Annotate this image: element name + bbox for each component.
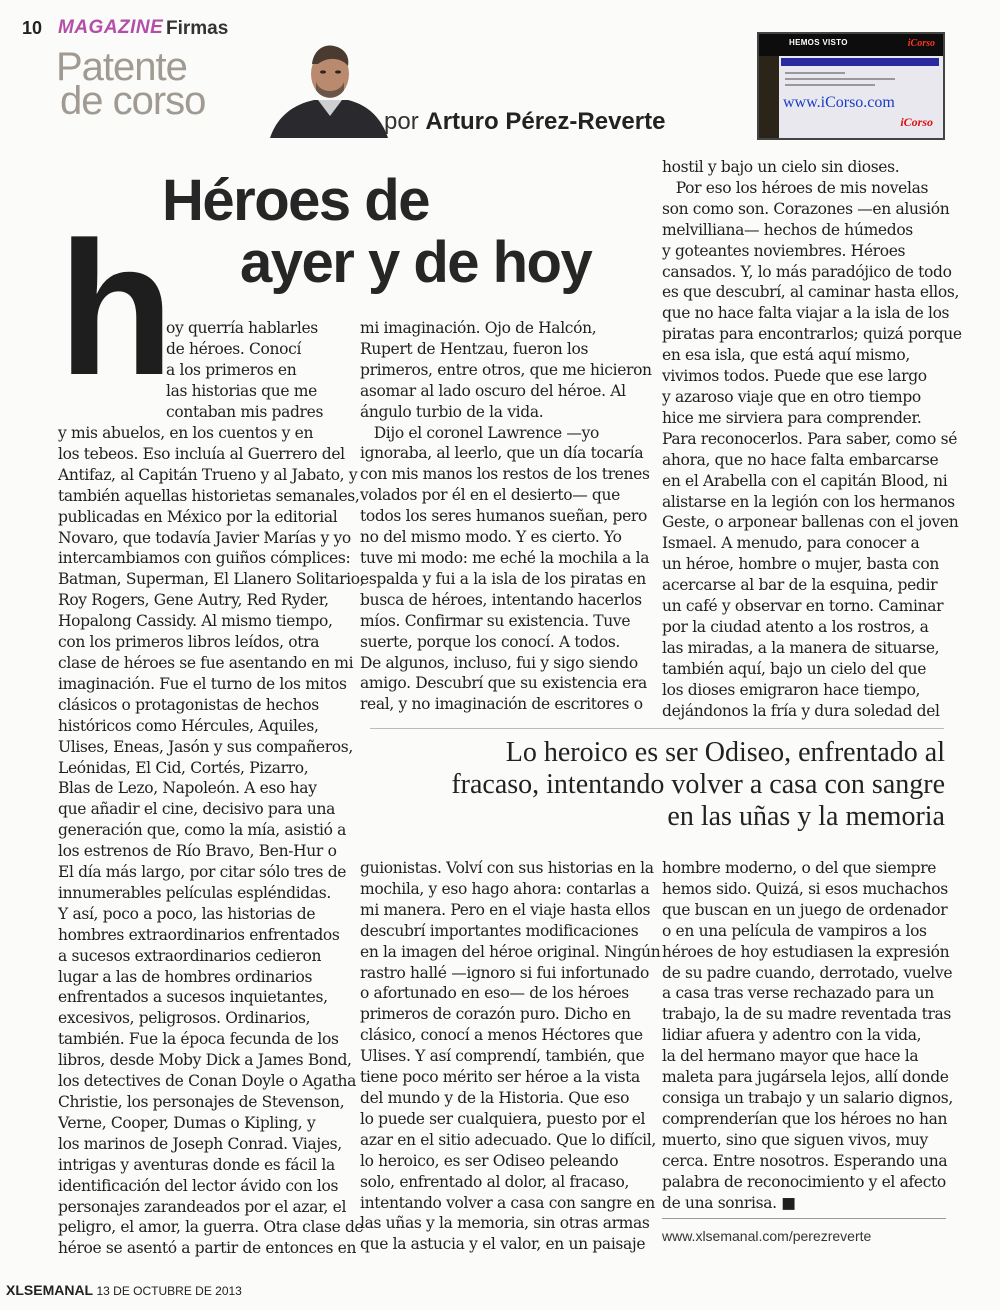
text-line: Leónidas, El Cid, Cortés, Pizarro, bbox=[58, 758, 309, 777]
publication-name: XLSEMANAL bbox=[6, 1282, 94, 1298]
text-line: o en una película de vampiros a los bbox=[662, 921, 927, 940]
text-line: libros, desde Moby Dick a James Bond, bbox=[58, 1051, 352, 1070]
text-line: clásico, conocí a menos Héctores que bbox=[360, 1026, 643, 1045]
text-line: azar en el sitio adecuado. Que lo difícil, bbox=[360, 1130, 656, 1149]
column-title-line-2: de corso bbox=[60, 79, 206, 123]
text-line: los marinos de Joseph Conrad. Viajes, bbox=[58, 1134, 342, 1153]
text-line: peligro, el amor, la guerra. Otra clase de bbox=[58, 1218, 364, 1237]
magazine-label: MAGAZINE bbox=[58, 17, 164, 38]
ad-header-text: HEMOS VISTO bbox=[789, 38, 848, 47]
text-line: Blas de Lezo, Napoleón. A eso hay bbox=[58, 779, 317, 798]
text-line: las miradas, a la manera de situarse, bbox=[662, 638, 940, 657]
text-line: trabajo, la de su madre reventada tras bbox=[662, 1005, 952, 1024]
text-line: busca de héroes, intentando hacerlos bbox=[360, 590, 642, 609]
text-line: también. Fue la época fecunda de los bbox=[58, 1030, 339, 1049]
ad-side-strip bbox=[759, 56, 779, 140]
text-line: identificación del lector ávido con los bbox=[58, 1176, 339, 1195]
text-line: muerto, sino que siguen vivos, muy bbox=[662, 1130, 928, 1149]
text-line: imaginación. Fue el turno de los mitos bbox=[58, 674, 347, 693]
text-line: rastro hallé —ignoro si fui infortunado bbox=[360, 963, 650, 982]
page-number: 10 bbox=[22, 18, 43, 38]
text-line: Ulises. Y así comprendí, también, que bbox=[360, 1047, 645, 1066]
text-line: de héroes. Conocí bbox=[166, 339, 302, 358]
pull-quote-line: fracaso, intentando volver a casa con sangre bbox=[451, 769, 945, 800]
ad-text-line bbox=[785, 72, 845, 74]
text-line: a los primeros en bbox=[166, 360, 297, 379]
text-line: ahora, que no hace falta embarcarse bbox=[662, 450, 939, 469]
text-line: asomar al lado oscuro del héroe. Al bbox=[360, 381, 626, 400]
ad-text-line bbox=[785, 84, 875, 86]
text-line: todos los seres humanos sueñan, pero bbox=[360, 507, 647, 526]
text-line: mi manera. Pero en el viaje hasta ellos bbox=[360, 900, 651, 919]
text-line: son como son. Corazones —en alusión bbox=[662, 199, 950, 218]
issue-date: 13 DE OCTUBRE DE 2013 bbox=[96, 1284, 242, 1298]
pull-quote-line: en las uñas y la memoria bbox=[667, 801, 945, 832]
byline bbox=[384, 108, 665, 136]
column-2-bottom bbox=[360, 858, 660, 1255]
section-label: Firmas bbox=[166, 18, 229, 39]
text-line: Christie, los personajes de Stevenson, bbox=[58, 1093, 345, 1111]
author-name: Arturo Pérez-Reverte bbox=[425, 108, 666, 135]
text-line: publicadas en México por la editorial bbox=[58, 507, 338, 526]
text-line: guionistas. Volví con sus historias en la bbox=[360, 859, 654, 877]
text-line: es que descubrí, al caminar hasta ellos, bbox=[662, 283, 960, 302]
text-line: Batman, Superman, El Llanero Solitario, bbox=[58, 570, 365, 589]
text-line: vivimos todos. Puede que ese largo bbox=[662, 367, 927, 386]
text-line: los estrenos de Río Bravo, Ben-Hur o bbox=[58, 842, 337, 861]
text-line: mochila, y eso hago ahora: contarlas a bbox=[360, 879, 650, 898]
column-title bbox=[56, 45, 206, 123]
text-line: históricos como Hércules, Aquiles, bbox=[58, 716, 319, 735]
text-line: intentando volver a casa con sangre en bbox=[360, 1193, 655, 1212]
text-line: mi imaginación. Ojo de Halcón, bbox=[360, 319, 597, 337]
ad-url[interactable]: www.iCorso.com bbox=[783, 94, 895, 111]
text-line: que la astucia y el valor, en un paisaje bbox=[360, 1235, 646, 1254]
text-line: Antifaz, al Capitán Trueno y al Jabato, y bbox=[58, 465, 358, 484]
text-line: palabra de reconocimiento y el afecto bbox=[662, 1172, 946, 1191]
text-line: y azaroso viaje que en otro tiempo bbox=[662, 387, 921, 406]
text-line: ángulo turbio de la vida. bbox=[360, 402, 544, 421]
author-portrait bbox=[268, 34, 390, 138]
text-line: hombre moderno, o del que siempre bbox=[662, 859, 937, 877]
text-line: excesivos, peligrosos. Ordinarios, bbox=[58, 1009, 311, 1028]
text-line: intrigas y aventuras donde es fácil la bbox=[58, 1155, 335, 1174]
text-line: las historias que me bbox=[166, 381, 317, 400]
text-line: alistarse en la legión con los hermanos bbox=[662, 492, 955, 511]
text-line: dejándonos la fría y dura soledad del bbox=[662, 701, 940, 720]
drop-cap: h bbox=[58, 203, 175, 415]
column-title-line-1: Patente bbox=[56, 45, 187, 89]
text-line: que añadir el cine, decisivo para una bbox=[58, 800, 336, 819]
text-line: Ulises, Eneas, Jasón y sus compañeros, bbox=[58, 737, 353, 756]
text-line: contaban mis padres bbox=[166, 402, 324, 421]
column-3-bottom bbox=[662, 858, 953, 1213]
text-line: primeros, entre otros, que me hicieron bbox=[360, 360, 652, 379]
text-line: Por eso los héroes de mis novelas bbox=[662, 178, 929, 197]
pull-quote-rule bbox=[370, 728, 944, 729]
text-line: hostil y bajo un cielo sin dioses. bbox=[662, 158, 900, 176]
text-line: en el Arabella con el capitán Blood, ni bbox=[662, 471, 948, 490]
text-line: hombres extraordinarios enfrentados bbox=[58, 925, 340, 944]
text-line: acercarse al bar de la esquina, pedir bbox=[662, 576, 938, 595]
ad-logo: iCorso bbox=[900, 115, 933, 129]
text-line: consiga un trabajo y un salario dignos, bbox=[662, 1088, 953, 1107]
text-line: innumerables películas espléndidas. bbox=[58, 883, 331, 902]
text-line: maleta para jugársela lejos, allí donde bbox=[662, 1068, 949, 1087]
text-line: clásicos o protagonistas de hechos bbox=[58, 695, 319, 714]
text-line: de una sonrisa. ■ bbox=[662, 1193, 796, 1212]
text-line: míos. Confirmar su existencia. Tuve bbox=[360, 611, 631, 630]
text-line: generación que, como la mía, asistió a bbox=[58, 821, 347, 840]
text-line: un héroe, hombre o mujer, basta con bbox=[662, 555, 939, 574]
text-line: lo puede ser cualquiera, puesto por el bbox=[360, 1109, 646, 1128]
icorso-ad[interactable] bbox=[757, 32, 945, 140]
web-link[interactable]: www.xlsemanal.com/perezreverte bbox=[662, 1228, 872, 1244]
ad-header-brand: iCorso bbox=[907, 38, 935, 49]
page-footer bbox=[6, 1282, 242, 1298]
text-line: piratas para encontrarlos; quizá porque bbox=[662, 325, 962, 344]
ad-nav-bar bbox=[781, 58, 939, 66]
text-line: los detectives de Conan Doyle o Agatha bbox=[58, 1072, 357, 1091]
text-line: solo, enfrentado al dolor, al fracaso, bbox=[360, 1172, 630, 1191]
text-line: la del hermano mayor que hace la bbox=[662, 1047, 919, 1066]
text-line: con mis manos los restos de los trenes bbox=[360, 465, 650, 484]
text-line: hemos sido. Quizá, si esos muchachos bbox=[662, 879, 948, 898]
text-line: o afortunado en eso— de los héroes bbox=[360, 984, 629, 1003]
text-line: no del mismo modo. Y es cierto. Yo bbox=[360, 528, 622, 547]
text-line: hice me sirviera para comprender. bbox=[662, 408, 922, 427]
text-line: personajes zarandeados por el azar, el bbox=[58, 1197, 347, 1216]
text-line: ignoraba, al leerlo, que un día tocaría bbox=[360, 444, 644, 463]
text-line: descubrí importantes modificaciones bbox=[360, 921, 639, 940]
text-line: amigo. Descubrí que su existencia era bbox=[360, 674, 647, 693]
text-line: Rupert de Hentzau, fueron los bbox=[360, 339, 589, 358]
text-line: por la ciudad atento a los rostros, a bbox=[662, 617, 929, 636]
text-line: lo heroico, es ser Odiseo peleando bbox=[360, 1151, 619, 1170]
column-1-body bbox=[58, 423, 364, 1259]
text-line: a casa tras verse rechazado para un bbox=[662, 984, 934, 1003]
column-3-top bbox=[662, 157, 962, 721]
headline-line-1: Héroes de bbox=[162, 168, 429, 233]
text-line: y mis abuelos, en los cuentos y en bbox=[58, 424, 314, 442]
text-line: El día más largo, por citar sólo tres de bbox=[58, 863, 347, 882]
text-line: a sucesos extraordinarios cedieron bbox=[58, 946, 322, 965]
text-line: lidiar afuera y adentro con la vida, bbox=[662, 1026, 922, 1045]
text-line: volados por él en el desierto— que bbox=[360, 486, 620, 505]
text-line: los tebeos. Eso incluía al Guerrero del bbox=[58, 444, 345, 463]
text-line: lugar a las de hombres ordinarios bbox=[58, 967, 313, 986]
text-line: Roy Rogers, Gene Autry, Red Ryder, bbox=[58, 591, 329, 610]
text-line: primeros de corazón puro. Dicho en bbox=[360, 1005, 631, 1024]
text-line: Para reconocerlos. Para saber, como sé bbox=[662, 429, 958, 448]
text-line: las uñas y la memoria, sin otras armas bbox=[360, 1214, 650, 1233]
text-line: suerte, porque los conocí. A todos. bbox=[360, 632, 620, 651]
text-line: cerca. Entre nosotros. Esperando una bbox=[662, 1151, 948, 1170]
text-line: tiene poco mérito ser héroe a la vista bbox=[360, 1068, 640, 1087]
text-line: clase de héroes se fue asentando en mi bbox=[58, 653, 354, 672]
column-2-top bbox=[360, 318, 652, 715]
byline-prefix: por bbox=[384, 108, 419, 135]
text-line: De algunos, incluso, fui y sigo siendo bbox=[360, 653, 638, 672]
text-line: melvilliana— hechos de húmedos bbox=[662, 220, 913, 239]
text-line: en esa isla, que está aquí mismo, bbox=[662, 346, 910, 365]
column-1-intro bbox=[166, 318, 323, 423]
text-line: tuve mi modo: me eché la mochila a la bbox=[360, 548, 650, 567]
pull-quote-line: Lo heroico es ser Odiseo, enfrentado al bbox=[505, 737, 945, 768]
text-line: espalda y fui a la isla de los piratas en bbox=[360, 569, 646, 588]
text-line: de su padre cuando, derrotado, vuelve bbox=[662, 963, 953, 982]
text-line: intercambiamos con guiños cómplices: bbox=[58, 549, 351, 568]
ad-text-line bbox=[785, 78, 895, 80]
text-line: también aquellas historietas semanales, bbox=[58, 486, 360, 505]
text-line: cansados. Y, lo más paradójico de todo bbox=[662, 262, 952, 281]
text-line: real, y no imaginación de escritores o bbox=[360, 695, 643, 714]
article-headline bbox=[162, 170, 591, 294]
text-line: comprenderían que los héroes no han bbox=[662, 1109, 948, 1128]
text-line: Ismael. A menudo, para conocer a bbox=[662, 534, 920, 553]
text-line: Dijo el coronel Lawrence —yo bbox=[360, 423, 599, 442]
headline-line-2: ayer y de hoy bbox=[240, 230, 592, 295]
text-line: un café y observar en torno. Caminar bbox=[662, 597, 944, 616]
text-line: oy querría hablarles bbox=[166, 319, 318, 337]
text-line: los dioses emigraron hace tiempo, bbox=[662, 680, 921, 699]
pull-quote bbox=[370, 737, 945, 833]
text-line: en la imagen del héroe original. Ningún bbox=[360, 942, 661, 961]
ad-header bbox=[759, 34, 943, 56]
text-line: que buscan en un juego de ordenador bbox=[662, 900, 948, 919]
text-line: también aquí, bajo un cielo del que bbox=[662, 659, 927, 678]
end-rule bbox=[662, 1218, 946, 1219]
text-line: Y así, poco a poco, las historias de bbox=[58, 904, 316, 923]
text-line: Novaro, que todavía Javier Marías y yo bbox=[58, 528, 351, 547]
text-line: enfrentados a sucesos inquietantes, bbox=[58, 988, 328, 1007]
text-line: que no hace falta viajar a la isla de los bbox=[662, 304, 950, 323]
text-line: héroes de hoy estudiasen la expresión bbox=[662, 942, 950, 961]
text-line: y goteantes noviembres. Héroes bbox=[662, 241, 906, 260]
text-line: Geste, o arponear ballenas con el joven bbox=[662, 513, 959, 532]
text-line: del mundo y de la Historia. Que eso bbox=[360, 1088, 630, 1107]
text-line: con los primeros libros leídos, otra bbox=[58, 633, 320, 652]
text-line: héroe se asentó a partir de entonces en bbox=[58, 1239, 357, 1258]
text-line: Verne, Cooper, Dumas o Kipling, y bbox=[58, 1113, 316, 1132]
text-line: Hopalong Cassidy. Al mismo tiempo, bbox=[58, 612, 333, 631]
